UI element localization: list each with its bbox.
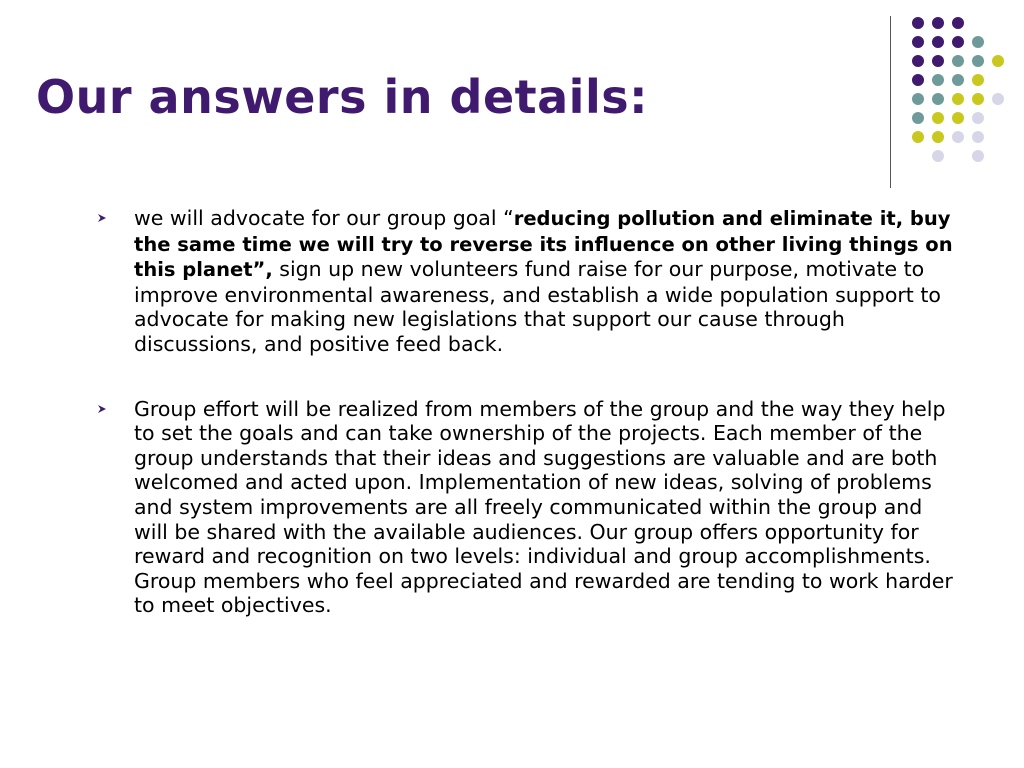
dot	[992, 93, 1004, 105]
dot	[952, 55, 964, 67]
dot	[932, 74, 944, 86]
dot	[932, 112, 944, 124]
dot	[952, 93, 964, 105]
dot	[952, 17, 964, 29]
bullet-text: Group effort will be realized from members of the group and the way they help to set the goals and can take ownership of the projects. Each member of the group understands that their ideas and suggestions are valuable and are both welcomed and acted upon. Implementation of new ideas, solving of problems and system improvements are all freely communicated within the group and will be shared with the available audiences. Our group offers opportunity for reward and recognition on two levels: individual and group accomplishments. Group members who feel appreciated and rewarded are tending to work harder to meet objectives.	[134, 396, 953, 618]
dot	[912, 74, 924, 86]
dot	[972, 131, 984, 143]
dot	[912, 36, 924, 48]
dot	[992, 55, 1004, 67]
bullet-text-before: we will advocate for our group goal “	[134, 206, 514, 230]
dot	[932, 17, 944, 29]
dot	[912, 93, 924, 105]
triangle-arrow-icon	[96, 403, 108, 415]
dot	[952, 112, 964, 124]
slide-title: Our answers in details:	[36, 70, 648, 124]
dot	[972, 150, 984, 162]
dot	[932, 55, 944, 67]
dot	[972, 36, 984, 48]
dot	[972, 93, 984, 105]
dot	[952, 131, 964, 143]
slide-body	[96, 206, 956, 618]
dot	[932, 131, 944, 143]
dot	[932, 93, 944, 105]
dot	[932, 36, 944, 48]
dot	[912, 17, 924, 29]
dot	[912, 55, 924, 67]
dot	[952, 74, 964, 86]
dot	[912, 131, 924, 143]
dot	[912, 112, 924, 124]
dot	[932, 150, 944, 162]
dot	[952, 36, 964, 48]
dot	[972, 55, 984, 67]
bullet-item	[96, 397, 956, 618]
dot	[972, 112, 984, 124]
bullet-item	[96, 206, 956, 357]
vertical-divider	[890, 16, 891, 188]
bullet-text-after: sign up new volunteers fund raise for our purpose, motivate to improve environmental awareness, and establish a wide population support to advocate for making new legislations that support our cause through discussions, and positive feed back.	[134, 257, 941, 356]
bullet-text-bold: reducing pollution and eliminate it, buy the same time we will try to reverse its influence on other living things on this planet”,	[134, 207, 953, 282]
triangle-arrow-icon	[96, 212, 108, 224]
dot	[972, 74, 984, 86]
